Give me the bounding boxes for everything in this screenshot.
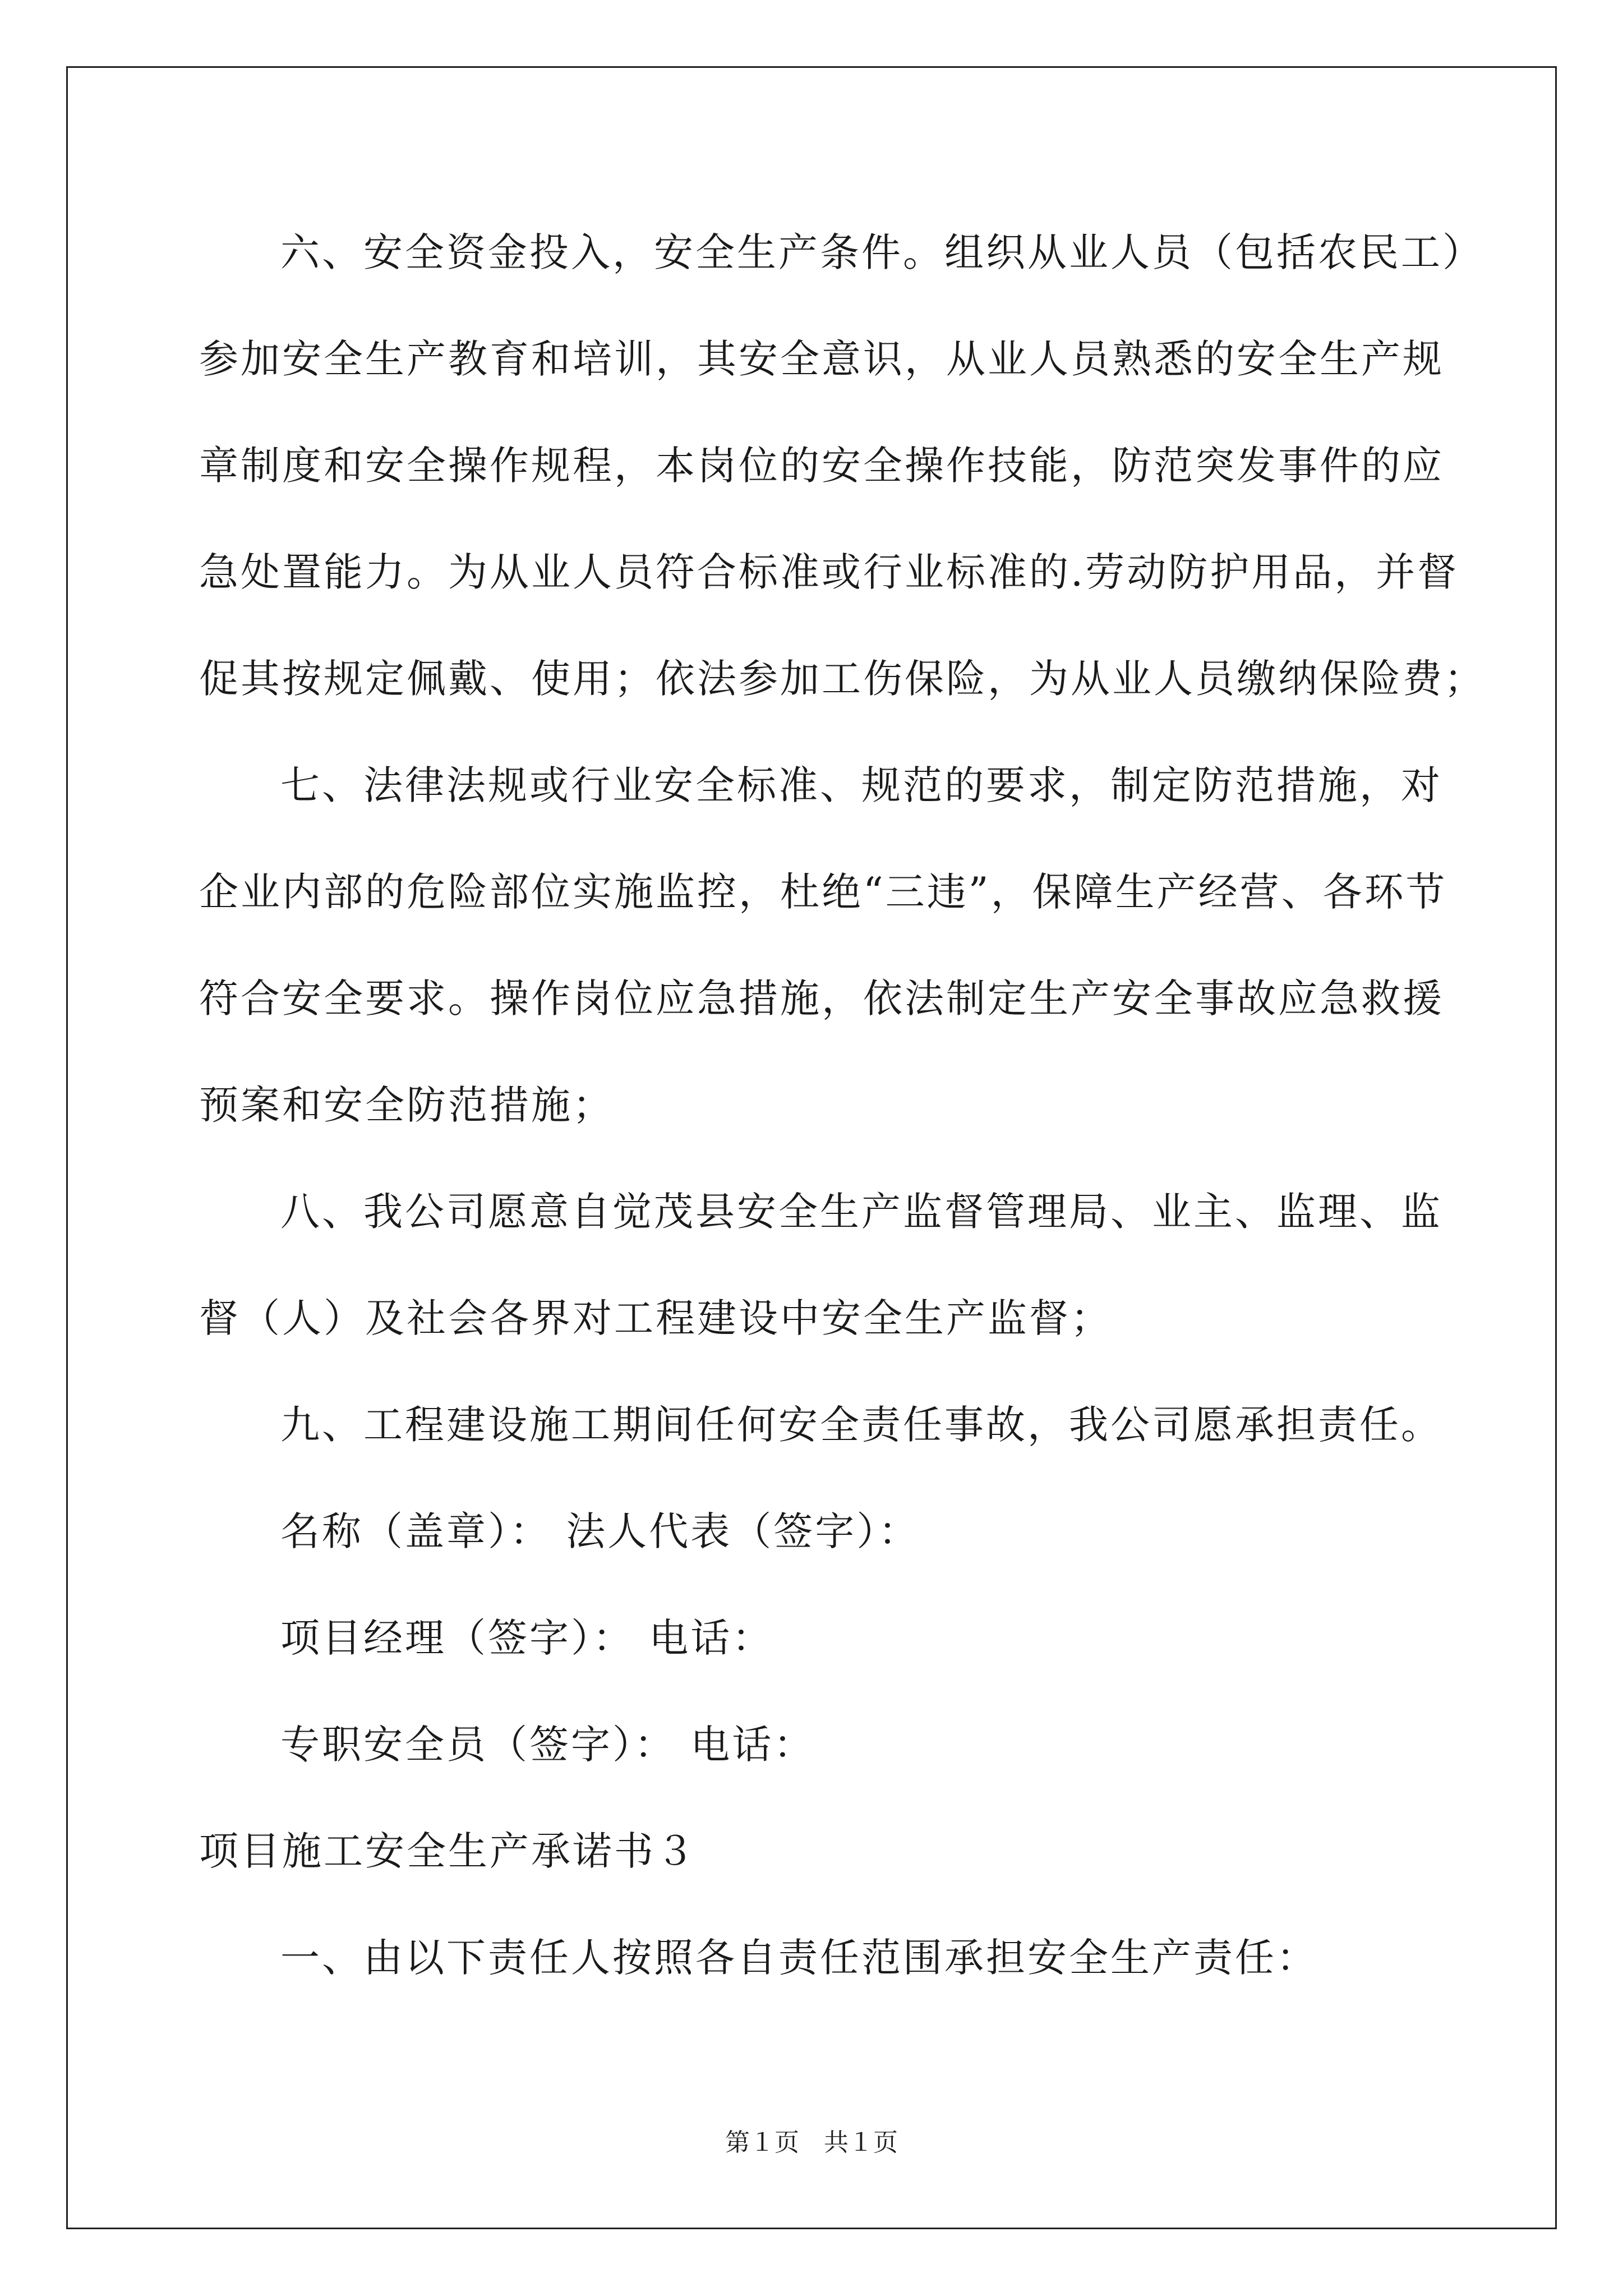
paragraph-6-line-2: 参加安全生产教育和培训，其安全意识，从业人员熟悉的安全生产规 [199, 336, 1444, 382]
section-item-1: 一、由以下责任人按照各自责任范围承担安全生产责任： [280, 1935, 1318, 1981]
paragraph-6-line-1: 六、安全资金投入，安全生产条件。组织从业人员（包括农民工） [280, 229, 1484, 275]
signature-manager-line: 项目经理（签字）： 电话： [280, 1615, 774, 1661]
signature-name-line: 名称（盖章）： 法人代表（签字）： [280, 1508, 920, 1554]
paragraph-7-line-1: 七、法律法规或行业安全标准、规范的要求，制定防范措施，对 [280, 762, 1442, 808]
paragraph-6-line-3: 章制度和安全操作规程，本岗位的安全操作技能，防范突发事件的应 [199, 443, 1444, 489]
paragraph-7-line-4: 预案和安全防范措施； [199, 1082, 614, 1128]
paragraph-8-line-1: 八、我公司愿意自觉茂县安全生产监督管理局、业主、监理、监 [280, 1189, 1442, 1235]
paragraph-6-line-4: 急处置能力。为从业人员符合标准或行业标准的.劳动防护用品，并督 [199, 549, 1459, 595]
paragraph-8-line-2: 督（人）及社会各界对工程建设中安全生产监督； [199, 1295, 1112, 1341]
paragraph-7-line-3: 符合安全要求。操作岗位应急措施，依法制定生产安全事故应急救援 [199, 976, 1444, 1022]
signature-safety-officer-line: 专职安全员（签字）： 电话： [280, 1722, 815, 1768]
page-footer: 第１页 共１页 [725, 2128, 898, 2157]
paragraph-7-line-2: 企业内部的危险部位实施监控，杜绝“三违”，保障生产经营、各环节 [199, 869, 1447, 915]
paragraph-9-line-1: 九、工程建设施工期间任何安全责任事故，我公司愿承担责任。 [280, 1402, 1442, 1448]
page-border [66, 66, 1557, 2229]
section-title: 项目施工安全生产承诺书３ [199, 1828, 697, 1874]
paragraph-6-line-5: 促其按规定佩戴、使用；依法参加工伤保险，为从业人员缴纳保险费； [199, 656, 1486, 702]
